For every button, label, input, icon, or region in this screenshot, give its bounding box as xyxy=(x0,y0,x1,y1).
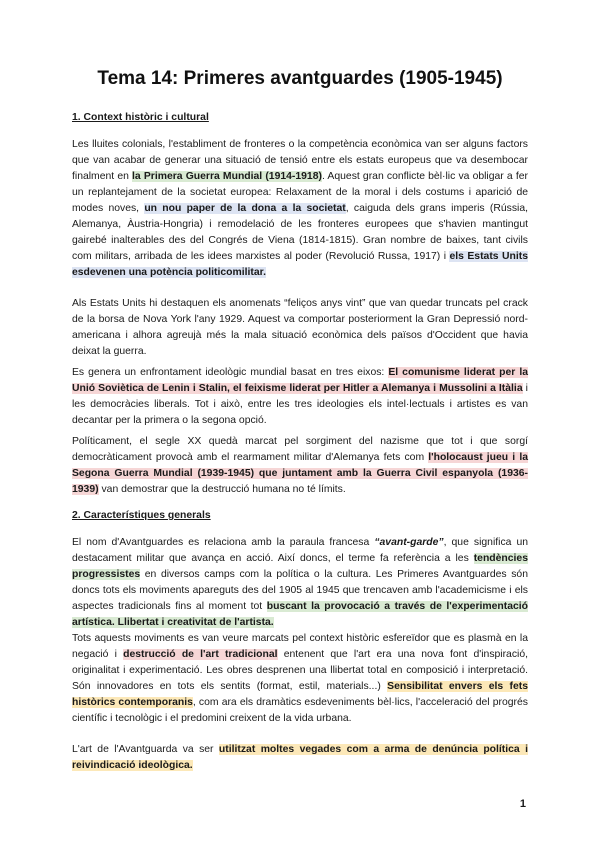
page-title: Tema 14: Primeres avantguardes (1905-1945) xyxy=(97,68,503,89)
paragraph-caracteristiques-2 xyxy=(72,631,528,727)
highlight-ideologies: El comunisme liderat per la Unió Soviètica de Lenin i Stalin, el feixisme liderat per Hitler a Alemanya i Mussolini a Itàlia xyxy=(72,367,528,395)
text-run: , com ara els dramàtics esdeveniments bèl·lics, l'acceleració del progrés científic i tecnològic i el predomini creixent de la vida urbana. xyxy=(72,697,528,725)
highlight-estats-units: els Estats Units esdevenen una potència politicomilitar. xyxy=(72,251,528,279)
section-heading-caracteristiques: 2. Característiques generals xyxy=(72,510,211,521)
highlight-primera-guerra: la Primera Guerra Mundial (1914-1918) xyxy=(132,171,322,183)
text-run: Tots aquests moviments es van veure marcats pel context històric esfereïdor que es plasmà en la negació i xyxy=(72,633,528,661)
highlight-holocaust: l'holocaust jueu i la Segona Guerra Mundial (1939-1945) que juntament amb la Guerra Civil espanyola (1936-1939) xyxy=(72,452,528,496)
section-heading-context: 1. Context històric i cultural xyxy=(72,112,209,123)
paragraph-caracteristiques-1 xyxy=(72,535,528,631)
text-run: . Aquest gran conflicte bèl·lic va obligar a fer un replantejament de la societat europea: Relaxament de la moral i dels costums i aparició de modes noves, xyxy=(72,171,528,215)
text-run: Es genera un enfrontament ideològic mundial basat en tres eixos: xyxy=(72,367,389,378)
text-run: , que significa un destacament militar que avança en acció. Així doncs, el terme fa referència a les xyxy=(72,537,528,565)
text-run: Políticament, el segle XX quedà marcat pel sorgiment del nazisme que tot i que sorgí democràticament provocà amb el rearmament militar d'Alemanya fets com xyxy=(72,436,528,464)
highlight-paper-dona: un nou paper de la dona a la societat xyxy=(144,203,346,215)
paragraph-context-1 xyxy=(72,137,528,281)
page-number: 1 xyxy=(519,798,526,810)
highlight-denuncia: utilitzat moltes vegades com a arma de denúncia política i reivindicació ideològica. xyxy=(72,744,528,772)
paragraph-caracteristiques-3 xyxy=(72,742,528,774)
highlight-destruccio: destrucció de l'art tradicional xyxy=(123,649,278,661)
text-run: , caiguda dels grans imperis (Rússia, Alemanya, Àustria-Hongria) i remodelació de les fronteres europees que s'havien mantingut gairebé inalterables des del Congrés de Viena (1814-1815). Gran nombre de baixes, tant civils com militars, arribada de les idees marxistes al poder (Revolució Russa, 1917) i xyxy=(72,203,528,263)
paragraph-context-3 xyxy=(72,365,528,429)
term-avant-garde: “avant-garde” xyxy=(374,537,444,548)
text-run: Les lluites colonials, l'establiment de fronteres o la competència econòmica van ser alguns factors que van acabar de generar una situació de tensió entre els estats europeus que va desembocar finalment en xyxy=(72,139,528,183)
highlight-sensibilitat: Sensibilitat envers els fets històrics contemporanis xyxy=(72,681,528,709)
text-run: El nom d'Avantguardes es relaciona amb la paraula francesa xyxy=(72,537,375,548)
highlight-tendencies: tendències progressistes xyxy=(72,553,528,581)
highlight-provocacio: buscant la provocació a través de l'experimentació artística. Llibertat i creativitat de l'artista. xyxy=(72,601,528,629)
text-run: en diversos camps com la política o la cultura. Les Primeres Avantguardes són doncs tots els moviments apareguts des del 1905 al 1945 que trencaven amb l'academicisme i els aspectes tradicionals fins al moment tot xyxy=(72,569,528,613)
text-run: van demostrar que la destrucció humana no té límits. xyxy=(98,484,346,496)
text-run: i les democràcies liberals. Tot i això, entre les tres ideologies els intel·lectuals i artistes es van decantar per la primera o la segona opció. xyxy=(72,383,528,427)
paragraph-context-4 xyxy=(72,434,528,498)
paragraph-context-2: Als Estats Units hi destaquen els anomenats “feliços anys vint” que van quedar truncats pel crack de la borsa de Nova York l'any 1929. Aquest va comportar posteriorment la Gran Depressió nord-americana i alhora agreujà més la mala situació econòmica dels països d'Occident que havia deixat la guerra. xyxy=(72,298,528,358)
text-run: entenent que l'art era una nova font d'inspiració, originalitat i experimentació. Les obres desprenen una llibertat total en composició i interpretació. Són innovadores en tots els sentits (format, estil, materials...) xyxy=(72,649,529,693)
text-run: L'art de l'Avantguarda va ser xyxy=(72,744,219,755)
